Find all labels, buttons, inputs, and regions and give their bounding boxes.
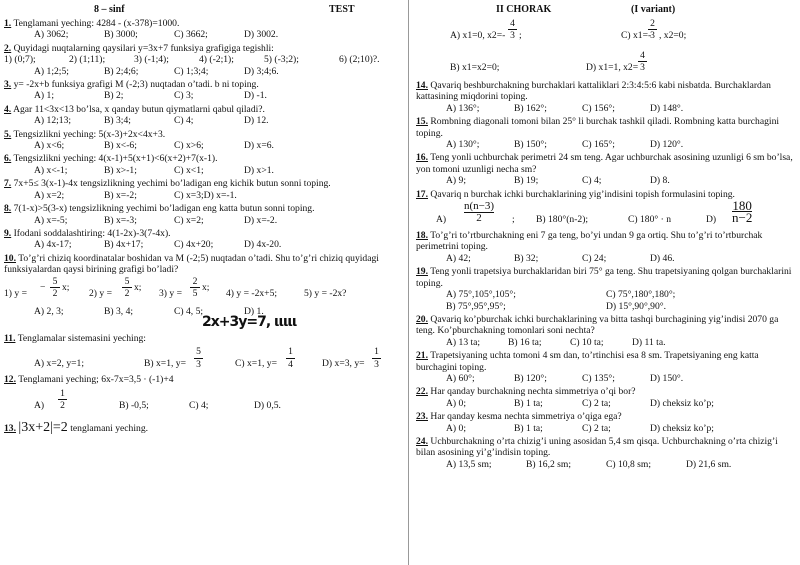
question-8	[4, 203, 402, 226]
option-a[interactable]: A) x<-1;	[34, 164, 68, 176]
option-d[interactable]: D) x=6.	[244, 140, 274, 152]
question-11	[4, 313, 402, 372]
option-c[interactable]: C) 1;3;4;	[174, 65, 209, 77]
function-2-fraction: 5 2	[122, 276, 132, 300]
answer-options	[4, 190, 402, 201]
answer-options	[4, 29, 402, 40]
question-text: To’g’ri chiziq koordinatalar boshidan va M (-2;5) nuqtadan o’tadi. Shu to’g’ri chiziq quyidagi funksiyalardan qaysi birining grafigi bo’ladi?	[4, 252, 379, 276]
question-text: y= -2x+b funksiya grafigi M (-2;3) nuqtadan o’tadi. b ni toping.	[13, 79, 259, 91]
answer-options	[4, 239, 402, 250]
option-c[interactable]: C) 165°;	[582, 139, 615, 151]
question-number: 12.	[4, 374, 16, 386]
option-a-fraction: 4 3	[508, 18, 517, 42]
option-b[interactable]: B) x1=x2=0;	[450, 62, 500, 73]
question-text: Qavariq beshburchakning burchaklari kattaliklari 2:3:4:5:6 kabi nisbatda. Burchaklardan kattasining miqdorini toping.	[416, 80, 771, 103]
option-a[interactable]: A) 0;	[446, 397, 466, 409]
question-text: Agar 11<3x<13 bo’lsa, x qanday butun qiymatlarni qabul qiladi?.	[13, 103, 265, 115]
option-b-fraction: 5 3	[194, 346, 203, 370]
option-a[interactable]: A) x1=0, x2=-	[450, 30, 506, 41]
option-d[interactable]: D) 12.	[244, 115, 269, 127]
option-b[interactable]: B) 3000;	[104, 29, 138, 41]
question-10	[4, 253, 402, 317]
answer-options	[4, 165, 402, 176]
option-c[interactable]: C) 3;	[174, 90, 194, 102]
option-a[interactable]: A) 9;	[446, 175, 466, 187]
option-d[interactable]: D) 4x-20.	[244, 239, 282, 251]
option-c[interactable]: C) x<1;	[174, 164, 204, 176]
question-18	[416, 230, 796, 264]
question-text: Tengsizlikni yeching: 4(x-1)+5(x+1)<6(x+2)+7(x-1).	[13, 153, 218, 165]
option-a[interactable]: A) 75°,105°,105°;	[446, 289, 516, 301]
option-d[interactable]: D) 21,6 sm.	[686, 458, 732, 470]
option-b[interactable]: B) x=-2;	[104, 189, 137, 201]
test-label: TEST	[329, 4, 355, 15]
question-text: Har qanday burchakning nechta simmetriya o’qi bor?	[430, 386, 636, 398]
option-b[interactable]: B) x>-1;	[104, 164, 137, 176]
question-number: 10.	[4, 252, 16, 264]
option-c[interactable]: C) 135°;	[582, 372, 615, 384]
question-text: 7x+5≤ 3(x-1)-4x tengsizlikning yechimi bo’ladigan eng kichik butun sonni toping.	[13, 178, 331, 190]
option-a[interactable]: A) 130°;	[446, 139, 480, 151]
option-c[interactable]: C) 3662;	[174, 29, 208, 41]
option-c-d[interactable]: C) x=3;D) x=-1.	[174, 189, 237, 201]
option-d[interactable]: D) 1.	[244, 305, 264, 317]
question-number: 15.	[416, 116, 428, 128]
option-b[interactable]: B) 4x+17;	[104, 239, 144, 251]
option-c[interactable]: C) 180° · n	[628, 214, 672, 226]
answer-options	[416, 253, 796, 264]
option-a[interactable]: A) x<6;	[34, 140, 65, 152]
question-22	[416, 386, 796, 409]
option-d[interactable]: D) 3002.	[244, 29, 279, 41]
option-c[interactable]: C) 2 ta;	[582, 397, 611, 409]
option-b[interactable]: B) 2;4;6;	[104, 65, 139, 77]
option-d[interactable]: D) x>1.	[244, 164, 274, 176]
question-7	[4, 178, 402, 201]
question-number: 2.	[4, 42, 12, 54]
function-4: 4) y = -2x+5;	[226, 287, 278, 299]
option-d[interactable]: D) 3;4;6.	[244, 65, 279, 77]
option-a[interactable]: A) 13 ta;	[446, 336, 481, 348]
answer-options-row-2	[416, 301, 796, 312]
variant-label: (I variant)	[631, 4, 676, 15]
question-23	[416, 411, 796, 434]
option-a[interactable]: A) 4x-17;	[34, 239, 72, 251]
question-number: 7.	[4, 178, 12, 190]
question-number: 13.	[4, 422, 16, 434]
option-d[interactable]: D) 0,5.	[254, 399, 281, 411]
question-13	[4, 419, 402, 435]
question-text: Teng yonli uchburchak perimetri 24 sm teng. Agar uchburchak asosining uzunligi 6 sm bo’lsa, yon tomoni uzunligi necha sm?	[416, 152, 793, 175]
point-2: 2) (1;11);	[69, 54, 106, 66]
answer-options	[416, 103, 796, 114]
question-21	[416, 350, 796, 384]
option-b[interactable]: B) x<-6;	[104, 140, 137, 152]
answer-options	[4, 344, 402, 372]
question-15	[416, 116, 796, 150]
function-list: 1) y = − 5 2 x; 2) y = 5 2 x; 3) y = 2 5 x; 4) y = -2x+5; 5) y = -2x?	[4, 275, 347, 299]
question-16	[416, 152, 796, 186]
option-b[interactable]: B) 120°;	[514, 372, 547, 384]
option-a[interactable]: A) 1;2;5;	[34, 65, 69, 77]
option-c-fraction: 2 3	[648, 18, 657, 42]
option-c[interactable]: C) 4x+20;	[174, 239, 214, 251]
function-3-label: 3) y =	[159, 287, 182, 299]
option-c[interactable]: C) x=2;	[174, 214, 204, 226]
option-b[interactable]: B) 1 ta;	[514, 422, 543, 434]
question-number: 17.	[416, 188, 428, 200]
option-c[interactable]: C) 4, 5;	[174, 305, 204, 317]
answer-options	[4, 386, 402, 414]
option-a[interactable]: A) 3062;	[34, 29, 69, 41]
answer-options	[4, 140, 402, 151]
answer-options	[4, 115, 402, 126]
function-5: 5) y = -2x?	[304, 287, 347, 299]
question-14	[416, 80, 796, 114]
absolute-equation: |3x+2|=2	[18, 419, 68, 435]
option-b[interactable]: B) 3;4;	[104, 115, 131, 127]
function-2-label: 2) y =	[89, 287, 112, 299]
question-number: 19.	[416, 266, 428, 278]
question-text: 7(1-x)>5(3-x) tengsizlikning yechimi bo’ladigan eng katta butun sonni toping.	[13, 203, 315, 215]
right-header	[416, 4, 796, 16]
question-number: 9.	[4, 227, 12, 239]
option-a-fraction: 1 2	[58, 388, 67, 412]
question-text: Qavariq n burchak ichki burchaklarining yig’indisini topish formulasini toping.	[430, 188, 735, 200]
answer-options-row-1	[416, 289, 796, 300]
question-24	[416, 436, 796, 470]
option-c[interactable]: C) 10,8 sm;	[606, 458, 652, 470]
option-d[interactable]: D) 15°,90°,90°.	[606, 300, 667, 312]
option-a[interactable]: A) 13,5 sm;	[446, 458, 492, 470]
question-number: 20.	[416, 313, 428, 325]
question-number: 21.	[416, 350, 428, 362]
option-b[interactable]: B) 16,2 sm;	[526, 458, 572, 470]
option-b[interactable]: B) 75°,95°,95°;	[446, 300, 506, 312]
option-b[interactable]: B) 2;	[104, 90, 124, 102]
question-text: Ifodani soddalashtiring: 4(1-2x)-3(7-4x).	[13, 227, 171, 239]
option-b[interactable]: B) 3, 4;	[104, 305, 134, 317]
question-1	[4, 18, 402, 41]
question-number: 11.	[4, 332, 16, 344]
option-c[interactable]: C) 4;	[189, 399, 209, 411]
question-text: To’g’ri to’rtburchakning eni 7 ga teng, bo’yi undan 9 ga ortiq. Shu to’g’ri to’rtburchak perimetrini toping.	[416, 230, 763, 253]
question-text: Tenglamani yeching; 6x-7x=3,5 · (-1)+4	[18, 374, 174, 386]
answer-options	[416, 398, 796, 409]
option-a[interactable]: A) 136°;	[446, 102, 480, 114]
option-d-fraction: 1 3	[372, 346, 381, 370]
option-a[interactable]: A) 2, 3;	[34, 305, 64, 317]
option-b[interactable]: B) x=1, y=	[144, 358, 187, 370]
option-a[interactable]: A) 0;	[446, 422, 466, 434]
function-1-fraction: 5 2	[50, 276, 60, 300]
option-d[interactable]: D) cheksiz ko’p;	[650, 422, 714, 434]
option-b[interactable]: B) 162°;	[514, 102, 547, 114]
option-d[interactable]: D) 148°.	[650, 102, 684, 114]
question-4	[4, 104, 402, 127]
option-a[interactable]: A) x=2;	[34, 189, 65, 201]
question-number: 22.	[416, 386, 428, 398]
option-a[interactable]: A) 1;	[34, 90, 54, 102]
option-c[interactable]: C) 2 ta;	[582, 422, 611, 434]
answer-options: A) n(n−3) 2 ; B) 180°(n-2); C) 180° · n D) 180 n−2	[436, 198, 753, 226]
option-c-fraction: 1 4	[286, 346, 295, 370]
option-c[interactable]: C) x1=-	[621, 30, 652, 41]
point-5: 5) (-3;2);	[264, 54, 299, 66]
option-b[interactable]: B) x=-3;	[104, 214, 137, 226]
question-text: Tenglamalar sistemasini yeching:	[17, 332, 146, 344]
option-b[interactable]: B) 19;	[514, 175, 539, 187]
question-number: 5.	[4, 128, 12, 140]
answer-options	[416, 373, 796, 384]
point-4: 4) (-2;1);	[199, 54, 234, 66]
option-c[interactable]: C) 156°;	[582, 102, 615, 114]
answer-options	[4, 215, 402, 226]
function-1-sign: −	[40, 281, 46, 293]
answer-options	[4, 66, 402, 77]
option-d[interactable]: D) 150°.	[650, 372, 684, 384]
question-number: 18.	[416, 230, 428, 242]
question-text: Tenglamani yeching: 4284 - (x-378)=1000.	[13, 18, 180, 29]
left-header	[4, 4, 402, 16]
option-c[interactable]: C) 10 ta;	[570, 336, 604, 348]
question-number: 16.	[416, 152, 428, 164]
option-a[interactable]: A)	[436, 214, 447, 226]
question-number: 24.	[416, 435, 428, 447]
option-a[interactable]: A) x=2, y=1;	[34, 358, 84, 370]
question-text: Har qanday kesma nechta simmetriya o’qiga ega?	[430, 411, 622, 423]
answer-options	[416, 337, 796, 348]
left-column	[4, 0, 402, 565]
question-6	[4, 153, 402, 176]
option-d[interactable]: D) 8.	[650, 175, 670, 187]
option-d[interactable]: D) cheksiz ko’p;	[650, 397, 714, 409]
point-1: 1) (0;7);	[4, 54, 36, 66]
option-c[interactable]: C) x>6;	[174, 140, 204, 152]
grade-label: 8 – sinf	[94, 4, 125, 15]
option-d[interactable]: D) 46.	[650, 252, 675, 264]
question-3	[4, 79, 402, 102]
option-b[interactable]: B) 180°(n-2);	[536, 214, 589, 226]
option-b[interactable]: B) 16 ta;	[508, 336, 542, 348]
question-text: Tengsizlikni yeching: 5(x-3)+2x<4x+3.	[13, 128, 166, 140]
answer-options	[416, 423, 796, 434]
question-2	[4, 43, 402, 77]
answer-options	[416, 175, 796, 186]
option-a[interactable]: A) 42;	[446, 252, 471, 264]
option-b[interactable]: B) 150°;	[514, 139, 547, 151]
question-number: 1.	[4, 18, 12, 29]
question-5	[4, 129, 402, 152]
question-text: tenglamani yeching.	[70, 422, 149, 434]
option-d[interactable]: D) x=3, y=	[322, 358, 365, 370]
function-3-fraction: 2 5	[190, 276, 200, 300]
option-d[interactable]: D) x1=1, x2=	[586, 62, 639, 73]
option-d[interactable]: D) 11 ta.	[632, 336, 666, 348]
answer-options	[416, 459, 796, 470]
question-9	[4, 228, 402, 251]
answer-options	[416, 139, 796, 150]
option-c[interactable]: C) x=1, y=	[235, 358, 278, 370]
question-number: 6.	[4, 153, 12, 165]
option-b[interactable]: B) 32;	[514, 252, 539, 264]
question-number: 4.	[4, 103, 12, 115]
question-text: Quyidagi nuqtalarning qaysilari y=3x+7 funksiya grafigiga tegishli:	[13, 42, 274, 54]
question-19	[416, 266, 796, 312]
question-number: 23.	[416, 411, 428, 423]
point-3: 3) (-1;4);	[134, 54, 169, 66]
option-d[interactable]: D) -1.	[244, 90, 267, 102]
quarter-label: II CHORAK	[496, 4, 552, 15]
point-list	[4, 54, 402, 65]
option-c[interactable]: C) 75°,180°,180°;	[606, 289, 676, 301]
option-d[interactable]: D) x=-2.	[244, 214, 278, 226]
option-a[interactable]: A) 60°;	[446, 372, 475, 384]
handwritten-equation: 2x+3y=7, ιιιιι	[202, 313, 297, 330]
option-d-fraction: 180 n−2	[732, 198, 753, 226]
question-13-options: A) x1=0, x2=- 4 3 ; C) x1=- 2 3 , x2=0; B) x1=x2=0; D) x1=1, x2= 4 3	[450, 18, 687, 74]
option-a[interactable]: A) x=-5;	[34, 214, 68, 226]
question-text: Rombning diagonali tomoni bilan 25° li burchak tashkil qiladi. Rombning katta burchagini toping.	[416, 116, 780, 139]
option-b[interactable]: B) -0,5;	[119, 399, 149, 411]
question-text: Uchburchakning o’rta chizig’i uning asosidan 5,4 sm qisqa. Uchburchakning o’rta chizig’i bilan asosining yi’g’indisin toping.	[416, 435, 778, 459]
question-20	[416, 314, 796, 348]
option-d[interactable]: D) 120°.	[650, 139, 684, 151]
question-number: 8.	[4, 203, 12, 215]
option-c[interactable]: C) 24;	[582, 252, 607, 264]
question-number: 14.	[416, 80, 428, 91]
option-a[interactable]: A) 12;13;	[34, 115, 72, 127]
option-d-fraction: 4 3	[638, 50, 647, 74]
answer-options	[4, 90, 402, 101]
question-12	[4, 374, 402, 413]
question-text: Teng yonli trapetsiya burchaklaridan biri 75° ga teng. Shu trapetsiyaning qolgan burchaklarini toping.	[416, 266, 792, 289]
point-6: 6) (2;10)?.	[339, 54, 380, 66]
question-number: 3.	[4, 79, 12, 91]
option-b[interactable]: B) 1 ta;	[514, 397, 543, 409]
option-c[interactable]: C) 4;	[582, 175, 602, 187]
option-c[interactable]: C) 4;	[174, 115, 194, 127]
right-column	[416, 0, 796, 565]
column-divider	[408, 0, 409, 565]
option-d[interactable]: D)	[706, 214, 717, 226]
question-text: Qavariq ko’pburchak ichki burchaklarining va bitta tashqi burchagining yig’indisi 2070 ga teng. Ko’pburchakning tomonlari soni nechta?	[416, 313, 779, 337]
question-text: Trapetsiyaning uchta tomoni 4 sm dan, to’rtinchisi esa 8 sm. Trapetsiyaning eng katta burchagini toping.	[416, 350, 759, 373]
option-a-fraction: n(n−3) 2	[464, 200, 495, 225]
question-17	[416, 189, 796, 228]
function-1-label: 1) y =	[4, 287, 27, 299]
option-a[interactable]: A)	[34, 399, 45, 411]
